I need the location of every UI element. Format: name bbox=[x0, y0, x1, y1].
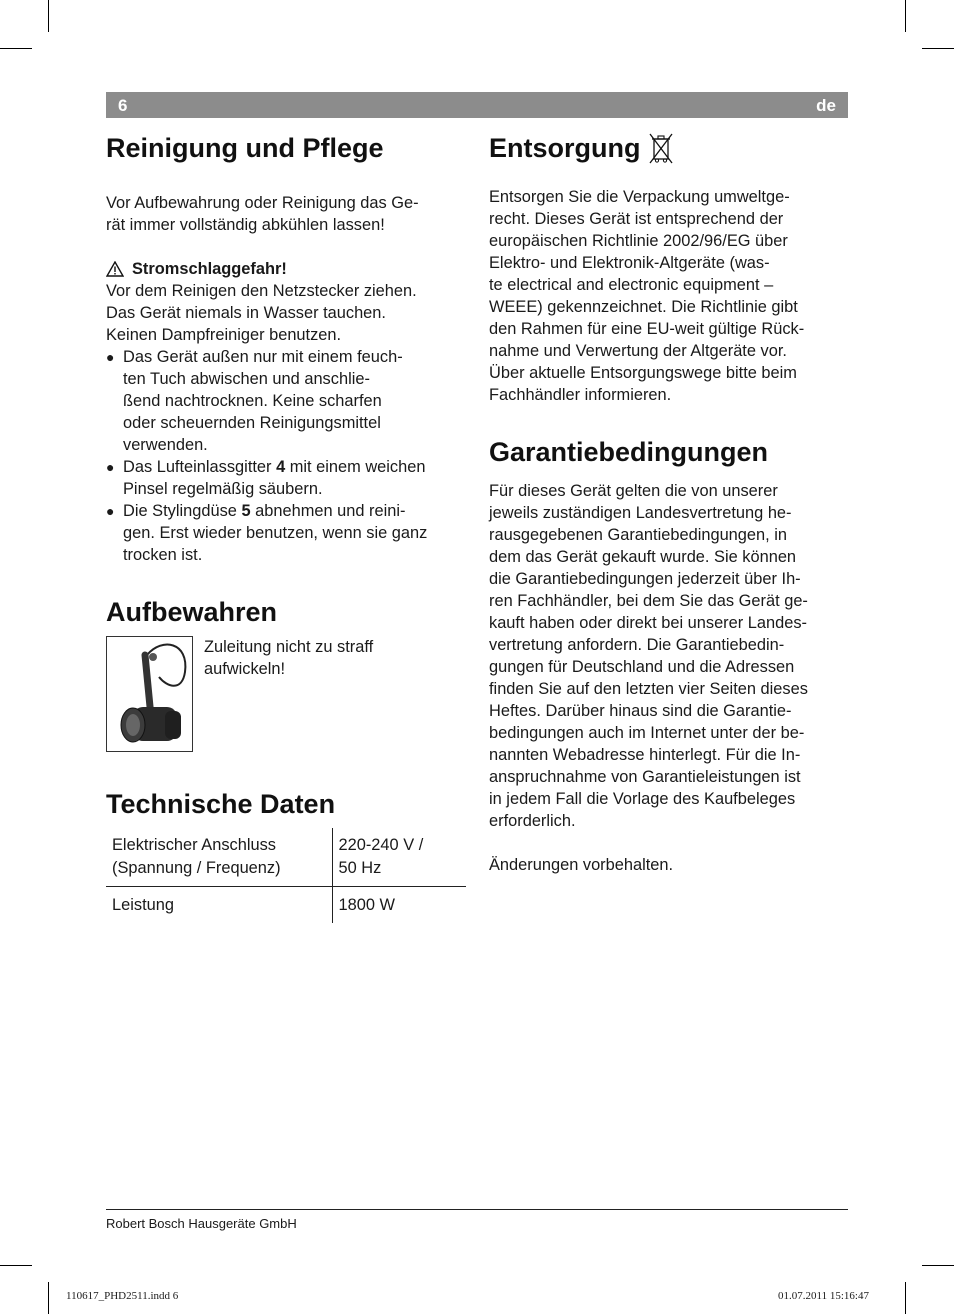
left-column bbox=[106, 130, 466, 923]
disposal-title: Entsorgung bbox=[489, 133, 641, 163]
list-item: ● Die Stylingdüse 5 abnehmen und reini- gen. Erst wieder benutzen, wenn sie ganz trocken ist. bbox=[106, 500, 466, 566]
warranty-title: Garantiebedingungen bbox=[489, 437, 769, 467]
storage-section bbox=[106, 636, 466, 752]
changes-note: Änderungen vorbehalten. bbox=[489, 856, 674, 874]
footer-divider bbox=[106, 1209, 848, 1210]
list-item: ● Das Gerät außen nur mit einem feuch- ten Tuch abwischen und anschlie- ßend nachtrocknen. Keine scharfen oder scheuernden Reinigungsmittel verwenden. bbox=[106, 346, 466, 456]
warning-triangle-icon bbox=[106, 261, 124, 277]
cleaning-intro: Vor Aufbewahrung oder Reinigung das Ge- rät immer vollständig abkühlen lassen! bbox=[106, 194, 419, 234]
print-slug-left: 110617_PHD2511.indd 6 bbox=[66, 1290, 179, 1302]
table-row: Leistung 1800 W bbox=[106, 887, 466, 924]
page-header-bar bbox=[106, 92, 848, 118]
warning-text: Vor dem Reinigen den Netzstecker ziehen. Das Gerät niemals in Wasser tauchen. Keinen Dampfreiniger benutzen. bbox=[106, 282, 417, 344]
weee-bin-icon bbox=[648, 132, 674, 164]
crop-mark bbox=[922, 48, 954, 49]
right-column bbox=[489, 130, 849, 876]
cleaning-title: Reinigung und Pflege bbox=[106, 133, 384, 163]
tech-data-table bbox=[106, 828, 466, 923]
warranty-text: Für dieses Gerät gelten die von unserer jeweils zuständigen Landesvertretung he- rausgegebenen Garantiebedingungen, in dem das Gerät gekauft wurde. Sie können die Garantiebedingungen jederzeit über Ih- ren Fachhändler, bei dem Sie das Gerät ge- kauft haben oder direkt bei unserer Landes- vertretung anfordern. Die Garantiebedin- gungen für Deutschland und die Adressen finden Sie auf den letzten vier Seiten dieses Heftes. Darüber hinaus sind die Garantie- bedingungen auch im Internet unter der be- nannten Webadresse hinterlegt. Für die In- anspruchnahme von Garantieleistungen ist in jedem Fall die Vorlage des Kaufbeleges erforderlich. bbox=[489, 482, 808, 830]
print-slug-right: 01.07.2011 15:16:47 bbox=[778, 1290, 869, 1302]
list-item: ● Das Lufteinlassgitter 4 mit einem weichen Pinsel regelmäßig säubern. bbox=[106, 456, 466, 500]
page-number: 6 bbox=[118, 96, 128, 115]
footer-company: Robert Bosch Hausgeräte GmbH bbox=[106, 1216, 297, 1231]
tech-title: Technische Daten bbox=[106, 789, 336, 819]
disposal-text: Entsorgen Sie die Verpackung umweltge- recht. Dieses Gerät ist entsprechend der europäischen Richtlinie 2002/96/EG über Elektro- und Elektronik-Altgeräte (was- te electrical and electronic equipment – WEEE) gekennzeichnet. Die Richtlinie gibt den Rahmen für eine EU-weit gültige Rück- nahme und Verwertung der Altgeräte vor. Über aktuelle Entsorgungswege bitte beim Fachhändler informieren. bbox=[489, 188, 805, 404]
crop-mark bbox=[922, 1265, 954, 1266]
crop-mark bbox=[0, 48, 32, 49]
table-row: Elektrischer Anschluss (Spannung / Frequenz) 220-240 V / 50 Hz bbox=[106, 828, 466, 887]
hairdryer-icon bbox=[107, 637, 192, 751]
storage-title: Aufbewahren bbox=[106, 597, 278, 627]
hairdryer-illustration bbox=[106, 636, 193, 752]
crop-mark bbox=[0, 1265, 32, 1266]
storage-text: Zuleitung nicht zu straff aufwickeln! bbox=[204, 638, 374, 678]
crop-mark bbox=[905, 1282, 906, 1314]
warning-heading: Stromschlaggefahr! bbox=[106, 258, 466, 280]
crop-mark bbox=[48, 0, 49, 32]
disposal-heading bbox=[489, 130, 849, 166]
cleaning-bullets bbox=[106, 346, 466, 566]
crop-mark bbox=[48, 1282, 49, 1314]
crop-mark bbox=[905, 0, 906, 32]
language-code: de bbox=[816, 96, 836, 115]
